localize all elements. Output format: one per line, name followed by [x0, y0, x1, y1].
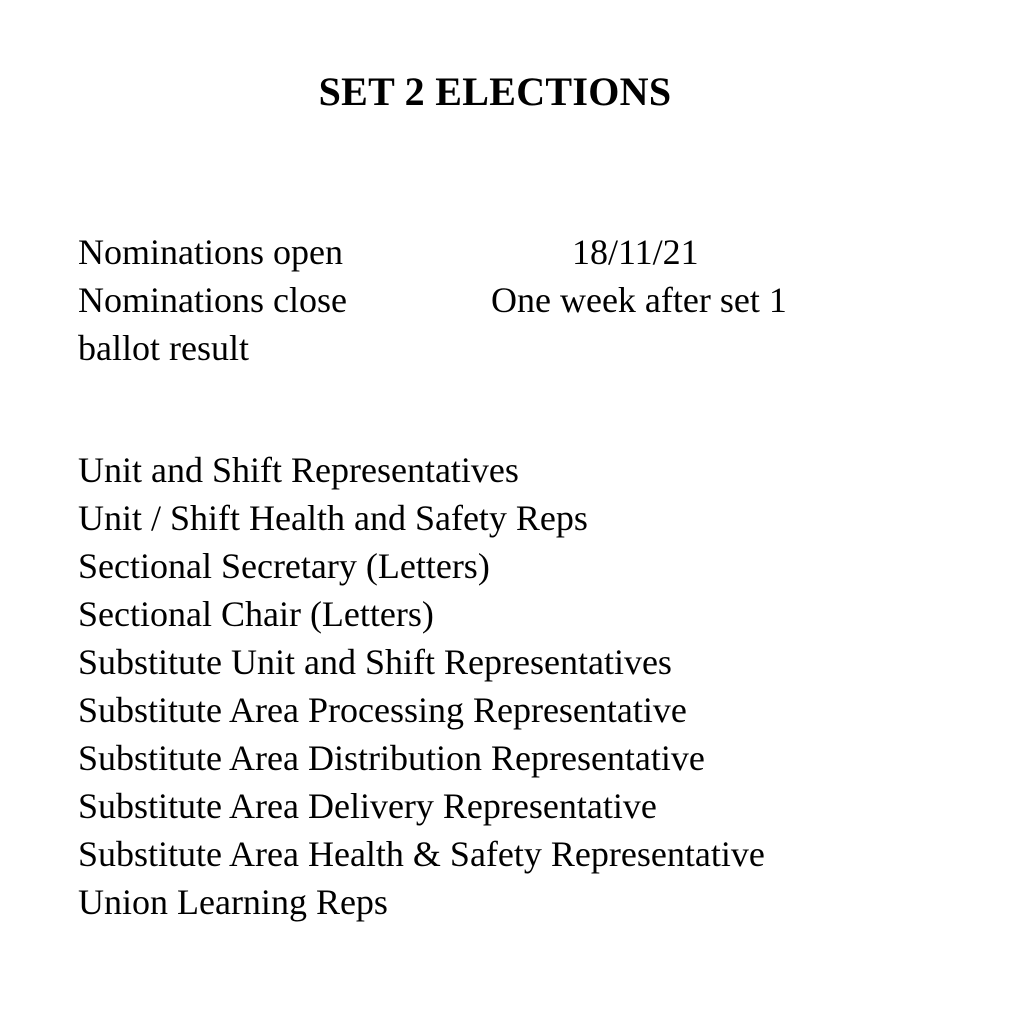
list-item: Sectional Secretary (Letters) — [78, 546, 490, 586]
nominations-open-date: 18/11/21 — [572, 232, 699, 272]
list-item: Substitute Area Delivery Representative — [78, 786, 657, 826]
nominations-close-continuation: ballot result — [78, 328, 249, 368]
nominations-open-label: Nominations open — [78, 232, 343, 272]
list-item: Unit / Shift Health and Safety Reps — [78, 498, 588, 538]
nominations-close-label: Nominations close — [78, 280, 347, 320]
nominations-close-value: One week after set 1 — [491, 280, 787, 320]
nominations-open-row — [78, 228, 938, 276]
positions-list — [78, 446, 978, 926]
page-title: SET 2 ELECTIONS — [318, 69, 672, 114]
list-item: Substitute Area Distribution Representative — [78, 738, 705, 778]
list-item: Union Learning Reps — [78, 882, 388, 922]
nomination-schedule — [78, 228, 938, 372]
nominations-close-row — [78, 276, 938, 324]
list-item: Substitute Unit and Shift Representatives — [78, 642, 672, 682]
nominations-close-continuation-row — [78, 324, 938, 372]
list-item: Substitute Area Processing Representative — [78, 690, 687, 730]
list-item: Unit and Shift Representatives — [78, 450, 519, 490]
list-item: Sectional Chair (Letters) — [78, 594, 434, 634]
list-item: Substitute Area Health & Safety Representative — [78, 834, 765, 874]
